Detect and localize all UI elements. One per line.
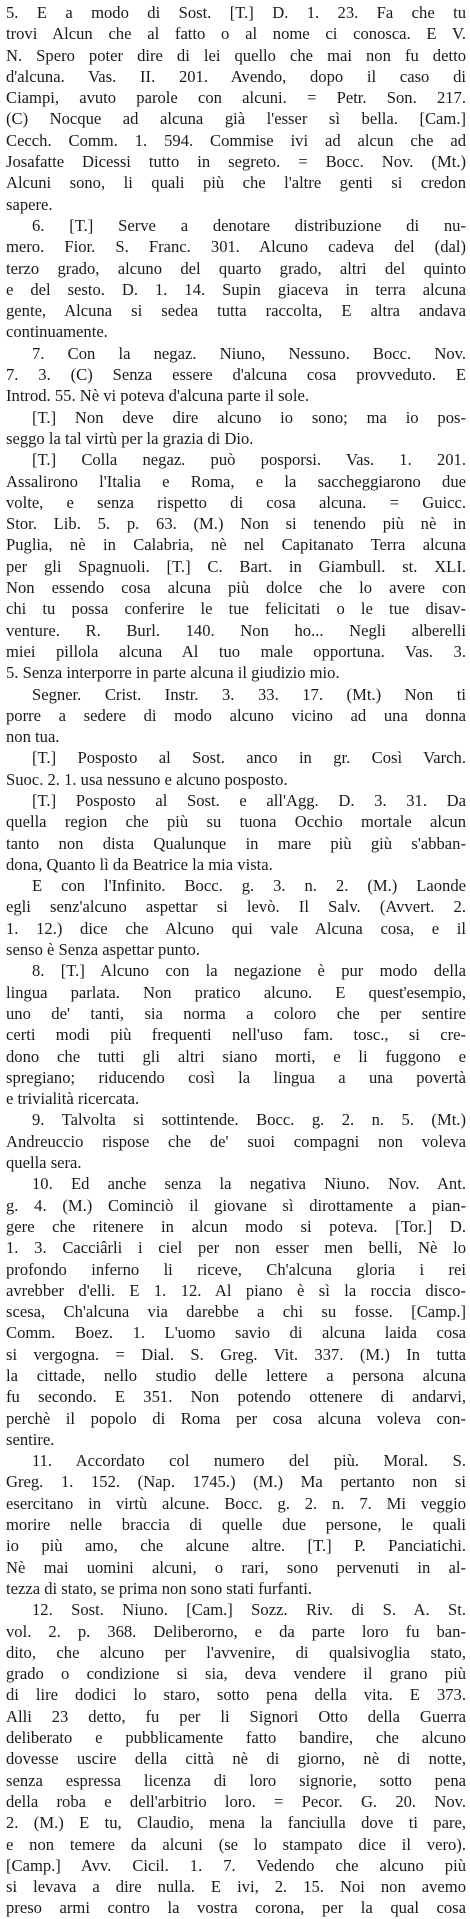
text-line: Non essendo cosa alcuna più dolce che lo avere con: [6, 578, 466, 598]
text-line: 6. [T.] Serve a denotare distribuzione di nu-: [32, 215, 466, 235]
text-line: Nè mai uomini alcuni, o rari, sono pervenuti in al-: [6, 1557, 466, 1577]
text-line: [Camp.] Avv. Cicil. 1. 7. Vedendo che alcuno più: [6, 1855, 466, 1875]
text-line: gere che ritenere in alcun modo si poteva. [Tor.] D.: [6, 1216, 466, 1236]
text-line: 5. Senza interporre in parte alcuna il giudizio mio.: [6, 663, 340, 683]
text-line: 7. Con la negaz. Niuno, Nessuno. Bocc. Nov.: [32, 343, 466, 363]
text-line: di lire dodici lo staro, sotto pena della vita. E 373.: [6, 1685, 466, 1705]
text-line: 2. (M.) E tu, Claudio, mena la fanciulla dove ti pare,: [6, 1813, 466, 1833]
text-line: terzo grado, alcuno del quarto grado, altri del quinto: [6, 258, 466, 278]
text-line: 1. 3. Cacciârli i ciel per non esser men belli, Nè lo: [6, 1238, 466, 1258]
text-line: venture. R. Burl. 140. Non ho... Negli alberelli: [6, 620, 466, 640]
text-line: chi tu possa conferire le tue felicitati o le tue disav-: [6, 599, 466, 619]
text-line: Cecch. Comm. 1. 594. Commise ivi ad alcun che ad: [6, 130, 466, 150]
text-line: Suoc. 2. 1. usa nessuno e alcuno posposto.: [6, 769, 288, 789]
text-line: 7. 3. (C) Senza essere d'alcuna cosa provveduto. E: [6, 365, 466, 385]
text-line: g. 4. (M.) Cominciò il giovane sì dirottamente a pian-: [6, 1195, 466, 1215]
text-line: morire nelle braccia di quelle due persone, le quali: [6, 1515, 466, 1535]
text-line: Introd. 55. Nè vi poteva d'alcuna parte il sole.: [6, 386, 309, 406]
text-line: deliberato e pubblicamente fatto bandire, che alcuno: [6, 1728, 466, 1748]
text-line: uno de' tanti, sia norma a coloro che per sentire: [6, 1003, 466, 1023]
text-line: [T.] Posposto al Sost. e all'Agg. D. 3. 31. Da: [32, 790, 466, 810]
text-line: 10. Ed anche senza la negativa Niuno. Nov. Ant.: [32, 1174, 466, 1194]
text-line: senso è Senza aspettar punto.: [6, 940, 200, 960]
text-line: perchè il popolo di Roma per cosa alcuna voleva con-: [6, 1408, 466, 1428]
text-line: [T.] Non deve dire alcuno io sono; ma io pos-: [32, 407, 466, 427]
text-line: quella region che più su tuona Occhio mortale alcun: [6, 812, 466, 832]
text-line: dona, Quanto lì da Beatrice la mia vista.: [6, 854, 273, 874]
text-line: (C) Nocque ad alcuna già l'esser sì bella. [Cam.]: [6, 109, 466, 129]
text-line: preso armi contro la vostra corona, per la qual cosa: [6, 1898, 466, 1918]
text-line: fu secondo. E 351. Non potendo ottenere di andarvi,: [6, 1387, 466, 1407]
text-line: Alli 23 detto, fu per li Signori Otto della Guerra: [6, 1706, 466, 1726]
text-line: Assalirono l'Italia e Roma, e la saccheggiarono due: [6, 471, 466, 491]
text-line: Greg. 1. 152. (Nap. 1745.) (M.) Ma pertanto non si: [6, 1472, 466, 1492]
text-line: per gli Spagnuoli. [T.] C. Bart. in Giambull. st. XLI.: [6, 556, 466, 576]
text-line: Puglia, nè in Calabria, nè nel Capitanato Terra alcuna: [6, 535, 466, 555]
text-line: sapere.: [6, 194, 53, 214]
text-line: seggo la tal virtù per la grazia di Dio.: [6, 428, 254, 448]
text-line: si levava a dire nulla. E ivi, 2. 15. Noi non avemo: [6, 1877, 466, 1897]
text-line: tezza di stato, se prima non sono stati furfanti.: [6, 1578, 312, 1598]
text-line: N. Spero poter dire di lei quello che mai non fu detto: [6, 45, 466, 65]
text-line: quella sera.: [6, 1153, 82, 1173]
text-line: 11. Accordato col numero del più. Moral. S.: [32, 1451, 466, 1471]
text-line: e del sesto. D. 1. 14. Supin giaceva in terra alcuna: [6, 279, 466, 299]
text-line: della roba e dell'arbitrio loro. = Pecor. G. 20. Nov.: [6, 1791, 466, 1811]
text-line: si vergogna. = Dial. S. Greg. Vit. 337. (M.) In tutta: [6, 1344, 466, 1364]
text-line: d'alcuna. Vas. II. 201. Avendo, dopo il caso di: [6, 66, 466, 86]
text-line: grado o condizione si sia, deva vendere il grano più: [6, 1664, 466, 1684]
text-line: [T.] Posposto al Sost. anco in gr. Così Varch.: [32, 748, 466, 768]
text-line: 8. [T.] Alcuno con la negazione è pur modo della: [32, 961, 466, 981]
text-line: Ciampi, avuto parole con alcuni. = Petr. Son. 217.: [6, 88, 466, 108]
text-line: trovi Alcun che al fatto o al nome ci conosca. E V.: [6, 24, 466, 44]
text-line: gente, Alcuna si sedea tutta raccolta, E altra andava: [6, 301, 466, 321]
text-line: lingua parlata. Non pratico alcuno. E quest'esempio,: [6, 982, 466, 1002]
text-line: egli senz'alcuno aspettar si levò. Il Salv. (Avvert. 2.: [6, 897, 466, 917]
text-line: volte, e senza rispetto di cosa alcuna. = Guicc.: [6, 492, 466, 512]
text-line: 1. 12.) dice che Alcuno qui vale Alcuna cosa, e il: [6, 918, 466, 938]
text-line: vol. 2. p. 368. Deliberorno, e da parte loro fu ban-: [6, 1621, 466, 1641]
text-line: profondo inferno li riceve, Ch'alcuna gloria i rei: [6, 1259, 466, 1279]
text-line: la cittade, nello studio delle lettere a persona alcuna: [6, 1366, 466, 1385]
text-line: e non temere da alcuni (se lo stampato dice il vero).: [6, 1834, 466, 1854]
text-line: sentire.: [6, 1429, 55, 1449]
text-line: mero. Fior. S. Franc. 301. Alcuno cadeva del (dal): [6, 237, 466, 257]
text-line: certi modi più frequenti nell'uso fam. tosc., si cre-: [6, 1025, 466, 1045]
text-line: dovesse uscire della città nè di giorno, nè di notte,: [6, 1749, 466, 1769]
dictionary-text-column: [6, 2, 466, 1919]
text-line: scesa, Ch'alcuna via darebbe a chi su fosse. [Camp.]: [6, 1302, 466, 1322]
text-line: non tua.: [6, 727, 60, 747]
text-line: Comm. Boez. 1. L'uomo savio di alcuna laida cosa: [6, 1323, 466, 1343]
text-line: 12. Sost. Niuno. [Cam.] Sozz. Riv. di S. A. St.: [32, 1600, 466, 1620]
text-line: Andreuccio rispose che de' suoi compagni non voleva: [6, 1131, 466, 1151]
text-line: avrebber d'elli. E 1. 12. Al piano è sì la roccia disco-: [6, 1280, 466, 1300]
text-line: Josafatte Dicessi tutto in segreto. = Bocc. Nov. (Mt.): [6, 152, 466, 172]
text-line: miei pillola alcuna Al tuo male opportuna. Vas. 3.: [6, 641, 466, 661]
text-line: senza espressa licenza di loro signorie, sotto pena: [6, 1770, 466, 1790]
text-line: Segner. Crist. Instr. 3. 33. 17. (Mt.) Non ti: [32, 684, 466, 704]
text-line: e trivialità ricercata.: [6, 1089, 140, 1109]
text-line: continuamente.: [6, 322, 108, 342]
text-line: E con l'Infinito. Bocc. g. 3. n. 2. (M.) Laonde: [32, 876, 466, 896]
text-line: 9. Talvolta si sottintende. Bocc. g. 2. n. 5. (Mt.): [32, 1110, 466, 1130]
text-line: io più amo, che alcune altre. [T.] P. Panciatichi.: [6, 1536, 466, 1556]
text-line: spregiano; riducendo così la lingua a una povertà: [6, 1067, 466, 1087]
text-line: dono che tutti gli altri siano morti, e li fuggono e: [6, 1046, 466, 1066]
text-line: tanto non dista Qualunque in mare più giù s'abban-: [6, 833, 466, 853]
text-line: Alcuni sono, li quali più che l'altre genti si credon: [6, 173, 466, 193]
text-line: 5. E a modo di Sost. [T.] D. 1. 23. Fa che tu: [6, 3, 466, 22]
text-line: esercitano in virtù alcune. Bocc. g. 2. n. 7. Mi veggio: [6, 1493, 466, 1513]
text-line: dito, che alcuno per l'avvenire, di qualsivoglia stato,: [6, 1642, 466, 1662]
text-line: porre a sedere di modo alcuno vicino ad una donna: [6, 705, 466, 725]
text-line: Stor. Lib. 5. p. 63. (M.) Non si tenendo più nè in: [6, 514, 466, 534]
text-line: [T.] Colla negaz. può posporsi. Vas. 1. 201.: [32, 450, 466, 470]
